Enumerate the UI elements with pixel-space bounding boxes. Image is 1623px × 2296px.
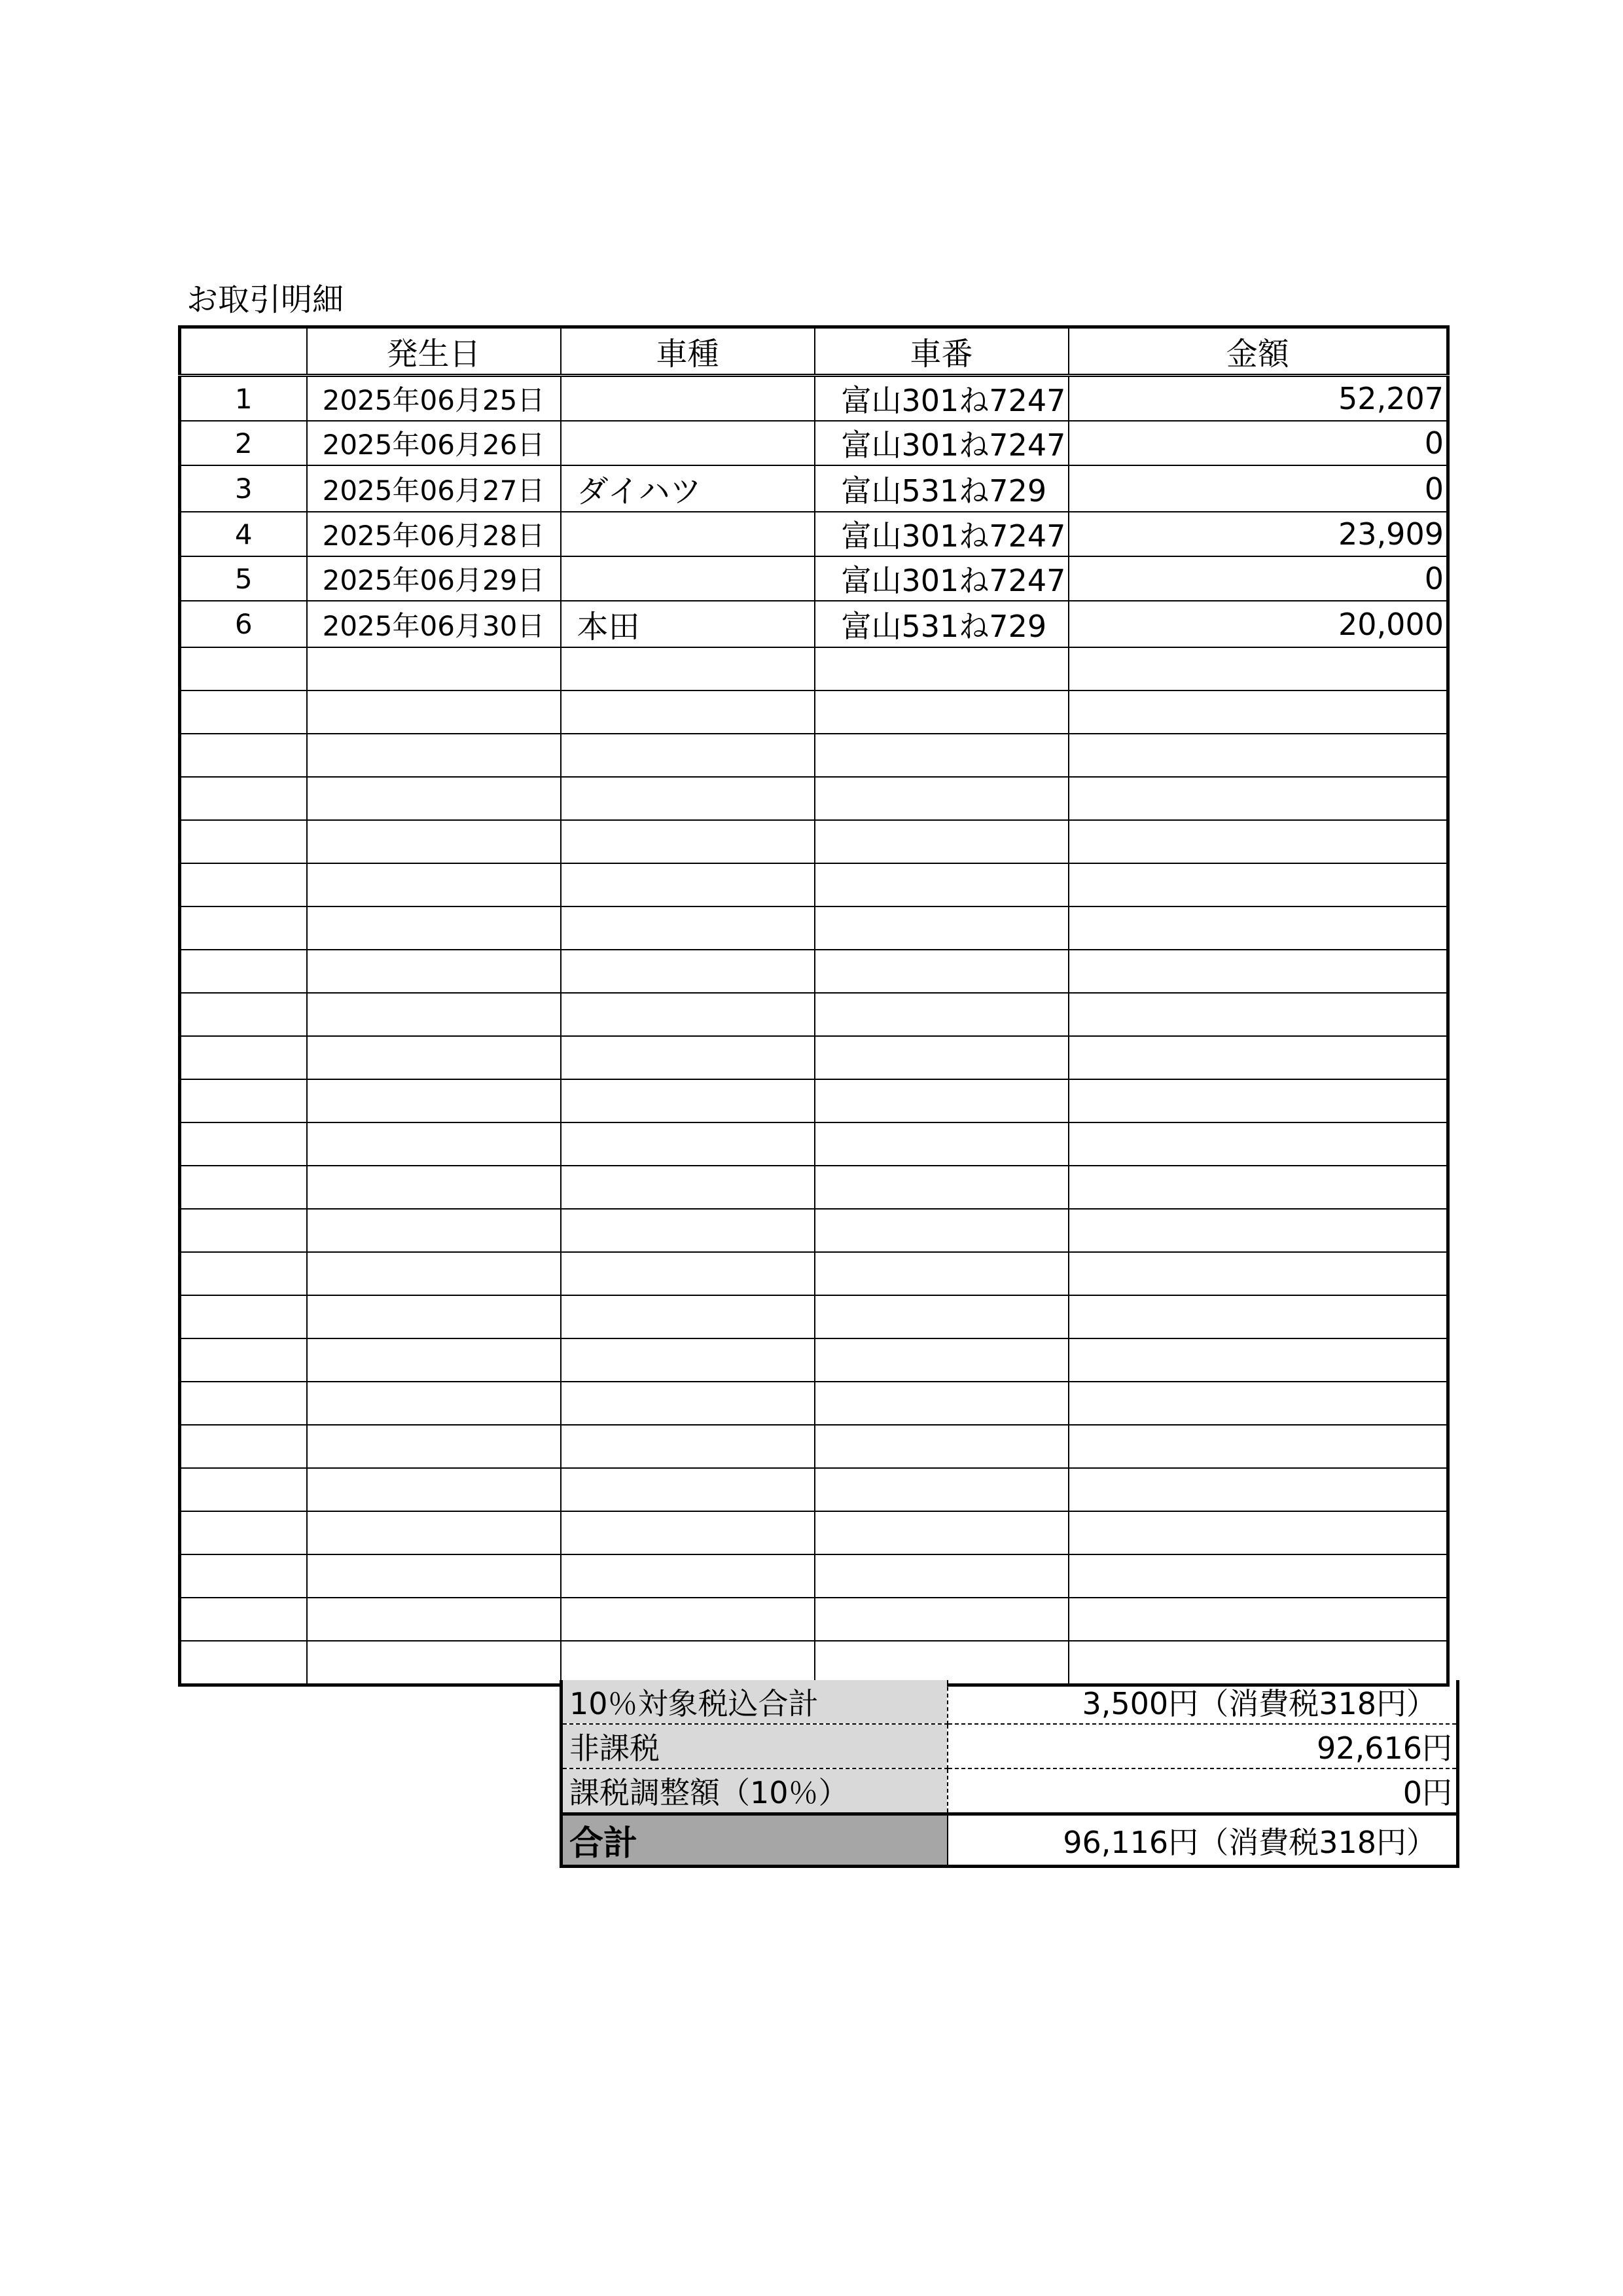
cell-amount: 0 — [1069, 421, 1448, 465]
cell-model — [561, 1382, 815, 1425]
cell-amount — [1069, 647, 1448, 691]
cell-amount — [1069, 1166, 1448, 1209]
cell-model — [561, 1468, 815, 1511]
summary-table — [560, 1680, 1459, 1868]
table-row — [180, 734, 1448, 777]
cell-no — [180, 993, 307, 1036]
table-row — [180, 1036, 1448, 1079]
cell-model — [561, 556, 815, 601]
cell-amount — [1069, 1252, 1448, 1295]
cell-plate: 富山301ね7247 — [815, 556, 1069, 601]
cell-no — [180, 734, 307, 777]
cell-plate — [815, 1468, 1069, 1511]
total-label: 合計 — [562, 1814, 948, 1867]
cell-date — [307, 1166, 561, 1209]
cell-amount — [1069, 1036, 1448, 1079]
cell-date: 2025年06月27日 — [307, 465, 561, 512]
non-taxable-label: 非課税 — [562, 1724, 948, 1768]
cell-amount — [1069, 1598, 1448, 1641]
cell-model — [561, 993, 815, 1036]
table-row — [180, 1338, 1448, 1382]
cell-plate — [815, 906, 1069, 950]
table-row — [180, 820, 1448, 863]
cell-date — [307, 1511, 561, 1554]
document-title: お取引明細 — [187, 281, 344, 318]
cell-plate — [815, 1166, 1069, 1209]
cell-no — [180, 1122, 307, 1166]
adjustment-label: 課税調整額（10％） — [562, 1768, 948, 1814]
cell-model — [561, 1425, 815, 1468]
cell-plate — [815, 1338, 1069, 1382]
cell-plate — [815, 1079, 1069, 1122]
cell-no — [180, 1036, 307, 1079]
cell-plate — [815, 734, 1069, 777]
cell-plate — [815, 950, 1069, 993]
cell-date — [307, 1122, 561, 1166]
cell-model — [561, 1252, 815, 1295]
cell-plate — [815, 1295, 1069, 1338]
cell-date — [307, 1554, 561, 1598]
table-row — [180, 1295, 1448, 1338]
cell-date — [307, 1036, 561, 1079]
header-date: 発生日 — [307, 327, 561, 376]
cell-amount: 23,909 — [1069, 512, 1448, 556]
cell-model: 本田 — [561, 601, 815, 647]
table-row — [180, 465, 1448, 512]
cell-plate — [815, 691, 1069, 734]
cell-no — [180, 1338, 307, 1382]
cell-date: 2025年06月25日 — [307, 376, 561, 422]
cell-amount: 52,207 — [1069, 376, 1448, 422]
cell-model — [561, 512, 815, 556]
cell-date — [307, 647, 561, 691]
cell-no — [180, 1468, 307, 1511]
cell-amount — [1069, 1079, 1448, 1122]
cell-date — [307, 950, 561, 993]
cell-no — [180, 1554, 307, 1598]
cell-amount: 20,000 — [1069, 601, 1448, 647]
cell-no: 2 — [180, 421, 307, 465]
cell-date — [307, 1598, 561, 1641]
cell-date — [307, 1295, 561, 1338]
cell-amount — [1069, 1468, 1448, 1511]
cell-model — [561, 1122, 815, 1166]
cell-date — [307, 1468, 561, 1511]
cell-amount — [1069, 1425, 1448, 1468]
cell-model — [561, 691, 815, 734]
table-row — [180, 1641, 1448, 1685]
cell-date: 2025年06月29日 — [307, 556, 561, 601]
cell-amount — [1069, 1382, 1448, 1425]
adjustment-value: 0円 — [1402, 1775, 1452, 1810]
cell-date — [307, 1252, 561, 1295]
cell-plate — [815, 647, 1069, 691]
cell-plate — [815, 863, 1069, 906]
cell-plate: 富山301ね7247 — [815, 376, 1069, 422]
cell-plate — [815, 993, 1069, 1036]
cell-date — [307, 1641, 561, 1685]
cell-model — [561, 1338, 815, 1382]
table-row — [180, 1382, 1448, 1425]
header-model: 車種 — [561, 327, 815, 376]
summary-row-taxable — [562, 1680, 1458, 1724]
cell-date — [307, 734, 561, 777]
cell-no — [180, 1166, 307, 1209]
cell-date: 2025年06月26日 — [307, 421, 561, 465]
table-row — [180, 376, 1448, 422]
cell-no — [180, 1511, 307, 1554]
cell-date — [307, 820, 561, 863]
cell-date — [307, 1209, 561, 1252]
transaction-table — [178, 325, 1450, 1687]
table-row — [180, 421, 1448, 465]
header-no — [180, 327, 307, 376]
cell-no — [180, 1598, 307, 1641]
table-row — [180, 1425, 1448, 1468]
cell-plate: 富山531ね729 — [815, 465, 1069, 512]
table-row — [180, 950, 1448, 993]
cell-no: 5 — [180, 556, 307, 601]
cell-amount — [1069, 777, 1448, 820]
table-row — [180, 777, 1448, 820]
cell-plate — [815, 820, 1069, 863]
table-row — [180, 601, 1448, 647]
cell-no — [180, 1641, 307, 1685]
cell-amount — [1069, 1209, 1448, 1252]
taxable-10-value: 3,500円（消費税318円） — [948, 1680, 1458, 1724]
cell-no: 6 — [180, 601, 307, 647]
table-row — [180, 1468, 1448, 1511]
cell-model — [561, 1295, 815, 1338]
cell-model — [561, 820, 815, 863]
cell-amount — [1069, 1511, 1448, 1554]
cell-model — [561, 1511, 815, 1554]
cell-date — [307, 863, 561, 906]
cell-model — [561, 1166, 815, 1209]
cell-no — [180, 1295, 307, 1338]
cell-no — [180, 1252, 307, 1295]
cell-model: ダイハツ — [561, 465, 815, 512]
cell-model — [561, 950, 815, 993]
cell-date: 2025年06月30日 — [307, 601, 561, 647]
table-row — [180, 1598, 1448, 1641]
cell-model — [561, 376, 815, 422]
cell-plate — [815, 1252, 1069, 1295]
cell-plate — [815, 1554, 1069, 1598]
header-plate: 車番 — [815, 327, 1069, 376]
table-row — [180, 1209, 1448, 1252]
cell-amount — [1069, 1295, 1448, 1338]
cell-no — [180, 777, 307, 820]
cell-model — [561, 421, 815, 465]
cell-amount — [1069, 734, 1448, 777]
cell-date — [307, 1382, 561, 1425]
cell-no: 4 — [180, 512, 307, 556]
cell-plate — [815, 1425, 1069, 1468]
cell-model — [561, 777, 815, 820]
table-row — [180, 1122, 1448, 1166]
cell-model — [561, 734, 815, 777]
cell-date — [307, 691, 561, 734]
cell-model — [561, 1641, 815, 1685]
cell-date — [307, 906, 561, 950]
cell-no — [180, 691, 307, 734]
table-row — [180, 863, 1448, 906]
cell-date — [307, 1425, 561, 1468]
cell-model — [561, 906, 815, 950]
table-row — [180, 906, 1448, 950]
cell-plate — [815, 1209, 1069, 1252]
table-row — [180, 647, 1448, 691]
cell-amount — [1069, 863, 1448, 906]
cell-plate — [815, 1598, 1069, 1641]
cell-plate — [815, 777, 1069, 820]
cell-date — [307, 1338, 561, 1382]
table-row — [180, 1554, 1448, 1598]
table-row — [180, 1079, 1448, 1122]
table-row — [180, 1252, 1448, 1295]
cell-amount — [1069, 820, 1448, 863]
cell-no: 3 — [180, 465, 307, 512]
cell-amount — [1069, 1122, 1448, 1166]
cell-amount — [1069, 1554, 1448, 1598]
table-row — [180, 1166, 1448, 1209]
cell-no — [180, 863, 307, 906]
non-taxable-value: 92,616円 — [948, 1724, 1458, 1768]
cell-model — [561, 1079, 815, 1122]
cell-date — [307, 1079, 561, 1122]
taxable-10-label: 10％対象税込合計 — [562, 1680, 948, 1724]
cell-amount — [1069, 993, 1448, 1036]
cell-plate: 富山531ね729 — [815, 601, 1069, 647]
total-value: 96,116円（消費税318円） — [948, 1814, 1458, 1867]
cell-model — [561, 1036, 815, 1079]
cell-plate — [815, 1036, 1069, 1079]
cell-plate: 富山301ね7247 — [815, 512, 1069, 556]
cell-plate — [815, 1122, 1069, 1166]
cell-no: 1 — [180, 376, 307, 422]
cell-no — [180, 647, 307, 691]
cell-model — [561, 1554, 815, 1598]
cell-no — [180, 1382, 307, 1425]
summary-row-total — [562, 1814, 1458, 1867]
cell-amount — [1069, 1641, 1448, 1685]
cell-model — [561, 863, 815, 906]
summary-row-adjustment — [562, 1768, 1458, 1814]
cell-amount — [1069, 1338, 1448, 1382]
cell-amount — [1069, 906, 1448, 950]
cell-no — [180, 1079, 307, 1122]
table-row — [180, 691, 1448, 734]
cell-plate — [815, 1511, 1069, 1554]
table-header-row — [180, 327, 1448, 376]
cell-model — [561, 647, 815, 691]
cell-amount — [1069, 950, 1448, 993]
table-row — [180, 993, 1448, 1036]
table-body — [180, 376, 1448, 1685]
cell-plate — [815, 1641, 1069, 1685]
cell-no — [180, 1425, 307, 1468]
cell-amount: 0 — [1069, 556, 1448, 601]
cell-date: 2025年06月28日 — [307, 512, 561, 556]
cell-model — [561, 1209, 815, 1252]
cell-date — [307, 777, 561, 820]
cell-no — [180, 906, 307, 950]
cell-date — [307, 993, 561, 1036]
cell-no — [180, 1209, 307, 1252]
table-row — [180, 556, 1448, 601]
cell-plate — [815, 1382, 1069, 1425]
table-row — [180, 1511, 1448, 1554]
cell-amount — [1069, 691, 1448, 734]
table-row — [180, 512, 1448, 556]
header-amount: 金額 — [1069, 327, 1448, 376]
summary-row-non-taxable — [562, 1724, 1458, 1768]
cell-model — [561, 1598, 815, 1641]
cell-amount: 0 — [1069, 465, 1448, 512]
cell-no — [180, 950, 307, 993]
cell-plate: 富山301ね7247 — [815, 421, 1069, 465]
cell-no — [180, 820, 307, 863]
